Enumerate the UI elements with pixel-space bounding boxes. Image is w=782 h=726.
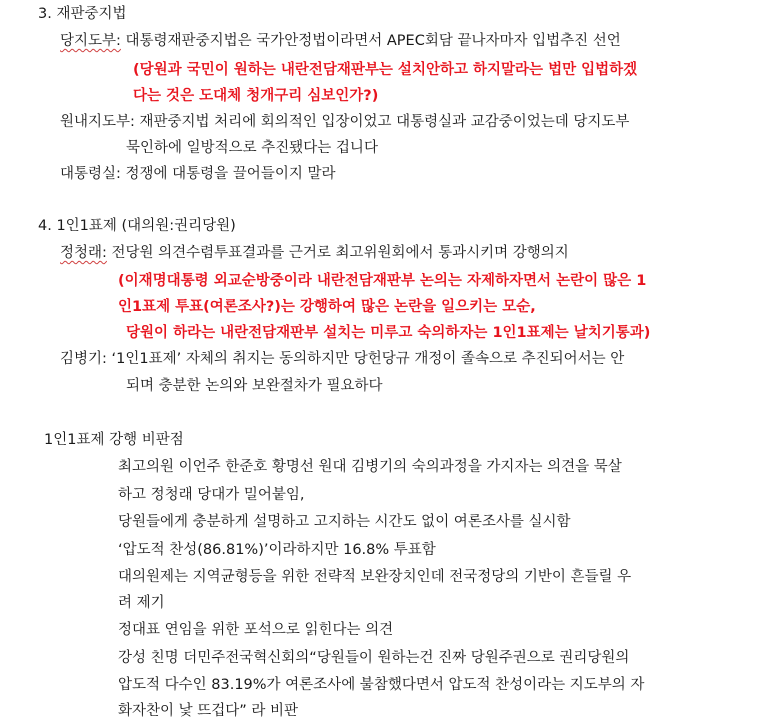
critique-line: 압도적 다수인 83.19%가 여론조사에 불참했다면서 압도적 찬성이라는 지도부의 자 <box>118 677 645 693</box>
paragraph-continuation: 되며 충분한 논의와 보완절차가 필요하다 <box>126 378 383 394</box>
paragraph-line <box>60 348 624 370</box>
statement-text: 정쟁에 대통령을 끌어들이지 말라 <box>120 166 336 182</box>
emphasis-line: (이재명대통령 외교순방중이라 내란전담재판부 논의는 자제하자면서 논란이 많은 1 <box>118 273 647 289</box>
critique-line: 하고 정청래 당대가 밀어붙임, <box>118 487 305 503</box>
critique-line: 최고의원 이언주 한준호 황명선 원대 김병기의 숙의과정을 가지자는 의견을 묵살 <box>118 459 622 475</box>
paragraph-line <box>60 242 569 264</box>
emphasis-line: (당원과 국민이 원하는 내란전담재판부는 설치안하고 하지말라는 법만 입법하겠 <box>133 62 638 78</box>
speaker-label: 대통령실: <box>60 166 121 182</box>
paragraph-line <box>60 30 621 52</box>
critique-line: 정대표 연임을 위한 포석으로 읽힌다는 의견 <box>118 622 394 638</box>
emphasis-line: 당원이 하라는 내란전담재판부 설치는 미루고 숙의하자는 1인1표제는 날치기통과) <box>126 325 651 341</box>
critique-line: 려 제기 <box>118 595 165 611</box>
critique-line: 강성 친명 더민주전국혁신회의“당원들이 원하는건 진짜 당원주권으로 권리당원의 <box>118 650 630 666</box>
critique-line: 화자찬이 낯 뜨겁다” 라 비판 <box>118 703 299 719</box>
speaker-label: 김병기: <box>60 351 107 367</box>
paragraph-line <box>60 163 335 185</box>
statement-text: ‘1인1표제’ 자체의 취지는 동의하지만 당헌당규 개정이 졸속으로 추진되어서는 안 <box>106 351 625 367</box>
statement-text: 전당원 의견수렴투표결과를 근거로 최고위원회에서 통과시키며 강행의지 <box>106 245 569 261</box>
critique-line: 대의원제는 지역균형등을 위한 전략적 보완장치인데 전국정당의 기반이 흔들릴 우 <box>118 569 632 585</box>
section-heading-3: 3. 재판중지법 <box>38 6 127 22</box>
critique-line: ‘압도적 찬성(86.81%)’이라하지만 16.8% 투표함 <box>118 542 436 558</box>
paragraph-line <box>60 111 629 133</box>
speaker-label: 당지도부: <box>60 33 121 49</box>
section-heading-4: 4. 1인1표제 (대의원:권리당원) <box>38 218 236 234</box>
speaker-label: 정청래: <box>60 245 107 261</box>
paragraph-continuation: 묵인하에 일방적으로 추진됐다는 겁니다 <box>126 140 378 156</box>
speaker-label: 원내지도부: <box>60 114 135 130</box>
section-heading-critique: 1인1표제 강행 비판점 <box>44 432 184 448</box>
critique-line: 당원들에게 충분하게 설명하고 고지하는 시간도 없이 여론조사를 실시함 <box>118 514 571 530</box>
emphasis-line: 인1표제 투표(여론조사?)는 강행하여 많은 논란을 일으키는 모순, <box>118 299 536 315</box>
statement-text: 대통령재판중지법은 국가안정법이라면서 APEC회담 끝나자마자 입법추진 선언 <box>120 33 621 49</box>
emphasis-line: 다는 것은 도대체 청개구리 심보인가?) <box>133 88 379 104</box>
statement-text: 재판중지법 처리에 회의적인 입장이었고 대통령실과 교감중이었는데 당지도부 <box>134 114 630 130</box>
